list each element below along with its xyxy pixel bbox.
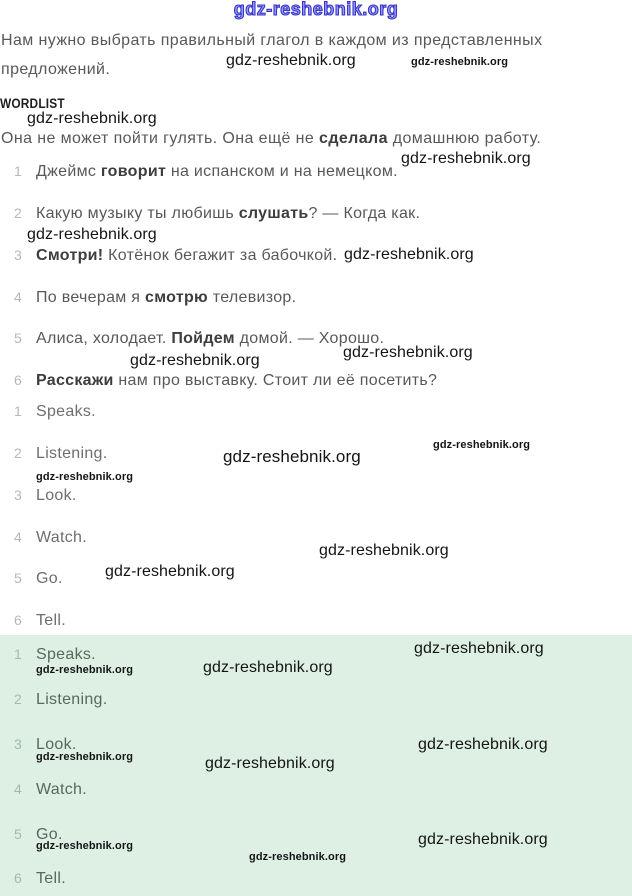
sentence-pre: Какую музыку ты любишь [36,205,239,222]
watermark: gdz-reshebnik.org [36,471,134,483]
watermark: gdz-reshebnik.org [418,736,548,753]
watermark: gdz-reshebnik.org [223,447,361,466]
watermark: gdz-reshebnik.org [36,664,134,676]
sentence-post: телевизор. [208,289,297,306]
item-text: Go. [36,826,63,843]
item-number: 1 [14,646,23,662]
item-number: 6 [14,372,23,388]
example-bold: сделала [319,130,388,147]
item-number: 4 [14,529,23,545]
sentence-bold: Расскажи [36,372,114,389]
sentence-bold: слушать [238,205,309,222]
item-number: 5 [14,570,23,586]
wordlist-example [1,129,541,148]
sentence-post: на испанском и на немецком. [166,163,398,180]
answer-item [0,569,63,588]
watermark: gdz-reshebnik.org [418,831,548,848]
sentence-bold: Пойдем [171,330,235,347]
wordlist-heading: WORDLIST [0,96,65,111]
item-number: 3 [14,247,23,263]
watermark: gdz-reshebnik.org [36,751,134,763]
item-text: Speaks. [36,646,96,663]
item-text [36,247,337,264]
sentence-item [0,204,420,223]
answer-item [0,402,96,421]
item-text: Watch. [36,529,87,546]
item-text [36,205,420,222]
sentence-bold: Смотри! [36,247,104,264]
item-text: Speaks. [36,403,96,420]
item-text: Go. [36,570,63,587]
watermark: gdz-reshebnik.org [105,563,235,580]
item-number: 2 [14,205,23,221]
answer-item-highlighted [0,690,108,709]
sentence-pre: По вечерам я [36,289,146,306]
item-text: Listening. [36,445,108,462]
task-text-line2: предложений. [1,61,111,78]
sentence-bold: смотрю [145,289,209,306]
watermark: gdz-reshebnik.org [344,246,474,263]
sentence-pre: Джеймс [36,163,101,180]
answer-item-highlighted [0,869,66,888]
answer-item [0,486,77,505]
sentence-item [0,246,337,265]
watermark: gdz-reshebnik.org [401,150,531,167]
example-pre: Она не может пойти гулять. Она ещё не [1,130,320,147]
sentence-post: нам про выставку. Стоит ли её посетить? [113,372,438,389]
watermark: gdz-reshebnik.org [27,226,157,243]
answer-item-highlighted [0,735,77,754]
watermark: gdz-reshebnik.org [414,640,544,657]
watermark: gdz-reshebnik.org [249,851,347,863]
answer-item [0,444,108,463]
watermark: gdz-reshebnik.org [411,56,509,68]
answer-item-highlighted [0,825,63,844]
item-number: 5 [14,826,23,842]
watermark: gdz-reshebnik.org [226,52,356,69]
item-text [36,330,384,347]
item-text: Listening. [36,691,108,708]
answer-item [0,528,87,547]
sentence-post: ? — Когда как. [308,205,421,222]
sentence-item [0,371,437,390]
item-number: 1 [14,403,23,419]
sentence-item [0,162,398,181]
sentence-post: Котёнок бегажит за бабочкой. [103,247,338,264]
item-number: 5 [14,330,23,346]
sentence-item [0,288,296,307]
answer-item-highlighted [0,645,96,664]
watermark: gdz-reshebnik.org [343,344,473,361]
watermark: gdz-reshebnik.org [205,755,335,772]
watermark-top: gdz-reshebnik.org [233,0,399,19]
item-number: 4 [14,781,23,797]
watermark: gdz-reshebnik.org [319,542,449,559]
sentence-bold: говорит [100,163,167,180]
item-number: 6 [14,612,23,628]
sentence-item [0,329,384,348]
item-text: Look. [36,736,77,753]
watermark: gdz-reshebnik.org [27,110,157,127]
item-text: Look. [36,487,77,504]
sentence-pre: Алиса, холодает. [36,330,172,347]
watermark: gdz-reshebnik.org [433,439,531,451]
sentence-post: домой. — Хорошо. [234,330,385,347]
item-text [36,289,296,306]
answer-item-highlighted [0,780,87,799]
item-text: Watch. [36,781,87,798]
item-text: Tell. [36,612,66,629]
item-text [36,372,437,389]
item-number: 2 [14,691,23,707]
item-text [36,163,398,180]
item-text: Tell. [36,870,66,887]
example-post: домашнюю работу. [387,130,542,147]
task-text-line1: Нам нужно выбрать правильный глагол в каждом из представленных [1,32,543,49]
item-number: 1 [14,163,23,179]
item-number: 3 [14,736,23,752]
item-number: 3 [14,487,23,503]
item-number: 4 [14,289,23,305]
watermark: gdz-reshebnik.org [203,659,333,676]
item-number: 6 [14,870,23,886]
answer-item [0,611,66,630]
watermark: gdz-reshebnik.org [130,352,260,369]
watermark: gdz-reshebnik.org [36,840,134,852]
item-number: 2 [14,445,23,461]
